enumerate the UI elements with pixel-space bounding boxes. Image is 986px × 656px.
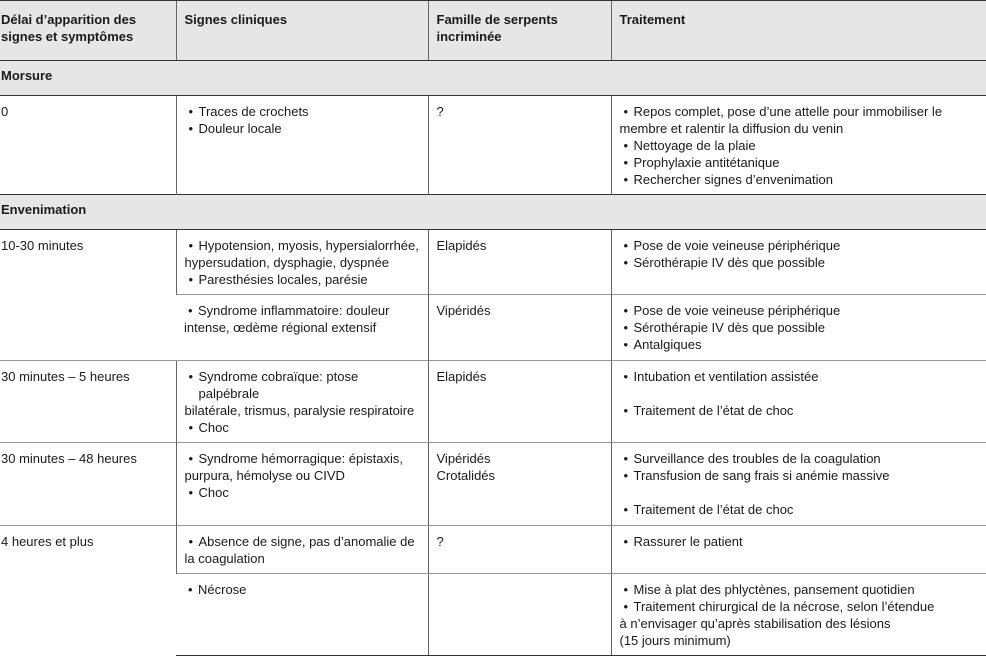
sign-item-continued: bilatérale, trismus, paralysie respiratoire bbox=[184, 403, 415, 418]
treatment-cell bbox=[611, 443, 986, 526]
treatment-cell bbox=[611, 574, 986, 656]
signs-cell bbox=[176, 295, 428, 361]
delay-cell: 30 minutes – 48 heures bbox=[0, 443, 176, 526]
treatment-item: • Traitement chirurgical de la nécrose, selon l’étendue bbox=[620, 598, 979, 615]
section-title-morsure: Morsure bbox=[0, 61, 986, 96]
treatment-item: • Surveillance des troubles de la coagulation bbox=[620, 450, 979, 467]
delay-cell: 10-30 minutes bbox=[0, 230, 176, 361]
treatment-item: • Pose de voie veineuse périphérique bbox=[620, 302, 979, 319]
section-row-morsure bbox=[0, 61, 986, 96]
signs-cell bbox=[176, 361, 428, 443]
treatment-item: • Intubation et ventilation assistée bbox=[620, 368, 979, 385]
signs-cell bbox=[176, 230, 428, 295]
treatment-cell bbox=[611, 295, 986, 361]
header-treatment: Traitement bbox=[611, 1, 986, 61]
table-row bbox=[0, 96, 986, 195]
section-title-envenimation: Envenimation bbox=[0, 195, 986, 230]
treatment-cell bbox=[611, 361, 986, 443]
signs-cell bbox=[176, 526, 428, 574]
sign-item: • Hypotension, myosis, hypersialorrhée, bbox=[185, 237, 420, 254]
treatment-item: • Prophylaxie antitétanique bbox=[620, 154, 979, 171]
family-cell bbox=[428, 443, 611, 526]
family-name: Crotalidés bbox=[436, 468, 496, 483]
treatment-item: • Rechercher signes d’envenimation bbox=[620, 171, 979, 188]
family-cell: ? bbox=[428, 526, 611, 574]
signs-cell bbox=[176, 96, 428, 195]
treatment-item: • Sérothérapie IV dès que possible bbox=[620, 319, 979, 336]
treatment-item: • Pose de voie veineuse périphérique bbox=[620, 237, 979, 254]
sign-item: • Choc bbox=[185, 484, 420, 501]
family-cell: Elapidés bbox=[428, 230, 611, 295]
sign-item-continued: purpura, hémolyse ou CIVD bbox=[184, 468, 345, 483]
delay-cell: 0 bbox=[0, 96, 176, 195]
sign-item: • Traces de crochets bbox=[185, 103, 420, 120]
header-clinical-signs: Signes cliniques bbox=[176, 1, 428, 61]
header-row bbox=[0, 1, 986, 61]
treatment-item: • Sérothérapie IV dès que possible bbox=[620, 254, 979, 271]
treatment-item-continued: à n’envisager qu’après stabilisation des lésions bbox=[619, 616, 891, 631]
sign-item: • Paresthésies locales, parésie bbox=[185, 271, 420, 288]
family-name: Vipéridés bbox=[436, 451, 491, 466]
treatment-item: • Traitement de l’état de choc bbox=[620, 402, 979, 419]
treatment-cell bbox=[611, 96, 986, 195]
sign-item-continued: la coagulation bbox=[184, 551, 265, 566]
signs-cell bbox=[176, 574, 428, 656]
sign-item-continued: intense, œdème régional extensif bbox=[184, 320, 377, 335]
treatment-cell bbox=[611, 230, 986, 295]
treatment-cell bbox=[611, 526, 986, 574]
family-cell: ? bbox=[428, 96, 611, 195]
treatment-item-continued: membre et ralentir la diffusion du venin bbox=[619, 121, 844, 136]
treatment-item-continued: (15 jours minimum) bbox=[619, 633, 731, 648]
table-row bbox=[0, 230, 986, 295]
treatment-item: • Mise à plat des phlyctènes, pansement quotidien bbox=[620, 581, 979, 598]
sign-item: • Syndrome inflammatoire: douleur bbox=[184, 302, 420, 319]
family-cell-empty bbox=[428, 574, 611, 656]
header-snake-family: Famille de serpents incriminée bbox=[428, 1, 611, 61]
delay-cell: 4 heures et plus bbox=[0, 526, 176, 656]
table-row bbox=[0, 361, 986, 443]
treatment-item: • Nettoyage de la plaie bbox=[620, 137, 979, 154]
section-row-envenimation bbox=[0, 195, 986, 230]
sign-item: • Absence de signe, pas d’anomalie de bbox=[185, 533, 420, 550]
sign-item-continued: hypersudation, dysphagie, dyspnée bbox=[184, 255, 390, 270]
treatment-item: • Antalgiques bbox=[620, 336, 979, 353]
table-row bbox=[0, 443, 986, 526]
treatment-item: • Transfusion de sang frais si anémie massive bbox=[620, 467, 979, 484]
treatment-item: • Repos complet, pose d’une attelle pour immobiliser le bbox=[620, 103, 979, 120]
treatment-item: • Traitement de l’état de choc bbox=[620, 501, 979, 518]
family-cell: Vipéridés bbox=[428, 295, 611, 361]
signs-cell bbox=[176, 443, 428, 526]
treatment-item: • Rassurer le patient bbox=[620, 533, 979, 550]
family-cell: Elapidés bbox=[428, 361, 611, 443]
sign-item: • Syndrome hémorragique: épistaxis, bbox=[185, 450, 420, 467]
sign-item: • Syndrome cobraïque: ptose palpébrale bbox=[185, 368, 420, 402]
sign-item: • Douleur locale bbox=[185, 120, 420, 137]
delay-cell: 30 minutes – 5 heures bbox=[0, 361, 176, 443]
sign-item: • Choc bbox=[185, 419, 420, 436]
sign-item: • Nécrose bbox=[184, 581, 420, 598]
header-delay: Délai d’apparition des signes et symptômes bbox=[0, 1, 176, 61]
table-row bbox=[0, 526, 986, 574]
